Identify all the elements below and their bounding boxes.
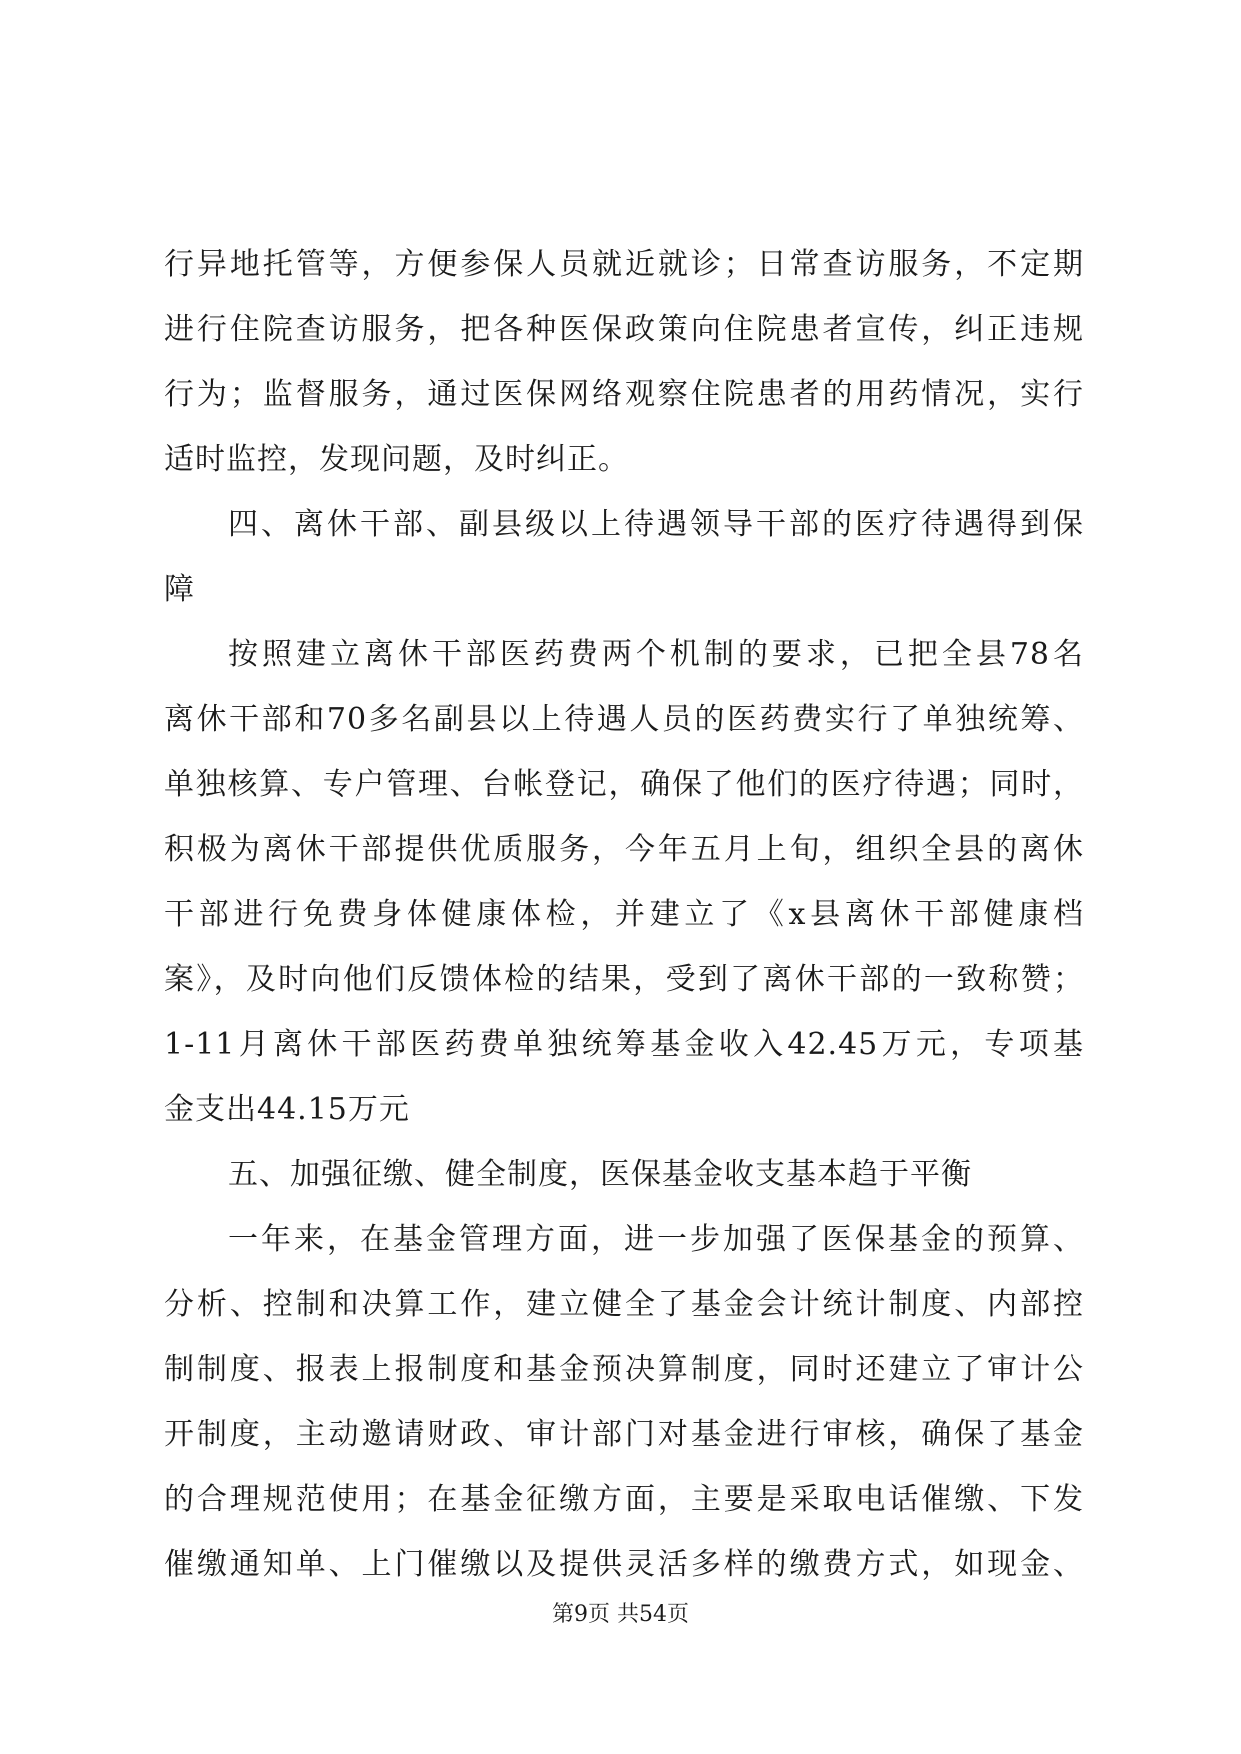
text-line: 1-11月离休干部医药费单独统筹基金收入42.45万元，专项基 [164,1027,1084,1062]
text-line: 开制度，主动邀请财政、审计部门对基金进行审核，确保了基金 [164,1417,1084,1452]
text-line: 分析、控制和决算工作，建立健全了基金会计统计制度、内部控 [164,1287,1084,1322]
paragraph-fund-management [164,1207,1084,1597]
text-line: 一年来，在基金管理方面，进一步加强了医保基金的预算、 [228,1222,1084,1257]
text-line: 案》，及时向他们反馈体检的结果，受到了离休干部的一致称赞； [164,962,1084,997]
text-line: 制制度、报表上报制度和基金预决算制度，同时还建立了审计公 [164,1352,1084,1387]
text-line: 催缴通知单、上门催缴以及提供灵活多样的缴费方式，如现金、 [164,1547,1084,1582]
text-line: 干部进行免费身体健康体检，并建立了《x县离休干部健康档 [164,897,1084,932]
body-text [164,232,1084,1597]
section-heading-5 [164,1142,1084,1207]
heading-line: 障 [164,572,195,607]
page-number-label: 第9页 共54页 [552,1602,689,1627]
text-line: 行为；监督服务，通过医保网络观察住院患者的用药情况，实行 [164,377,1084,412]
paragraph-retired-cadres [164,622,1084,1142]
text-line: 行异地托管等，方便参保人员就近就诊；日常查访服务，不定期 [164,247,1084,282]
text-line: 按照建立离休干部医药费两个机制的要求，已把全县78名 [228,637,1084,672]
text-line: 金支出44.15万元 [164,1092,410,1127]
text-line: 适时监控，发现问题，及时纠正。 [164,442,629,477]
text-line: 积极为离休干部提供优质服务，今年五月上旬，组织全县的离休 [164,832,1084,867]
text-line: 进行住院查访服务，把各种医保政策向住院患者宣传，纠正违规 [164,312,1084,347]
paragraph-service-continuation [164,232,1084,492]
text-line: 离休干部和70多名副县以上待遇人员的医药费实行了单独统筹、 [164,702,1084,737]
text-line: 的合理规范使用；在基金征缴方面，主要是采取电话催缴、下发 [164,1482,1084,1517]
page-footer [0,1600,1241,1630]
section-heading-4 [164,492,1084,622]
text-line: 单独核算、专户管理、台帐登记，确保了他们的医疗待遇；同时， [164,767,1084,802]
heading-line: 四、离休干部、副县级以上待遇领导干部的医疗待遇得到保 [228,507,1084,542]
heading-line: 五、加强征缴、健全制度，医保基金收支基本趋于平衡 [228,1157,972,1192]
